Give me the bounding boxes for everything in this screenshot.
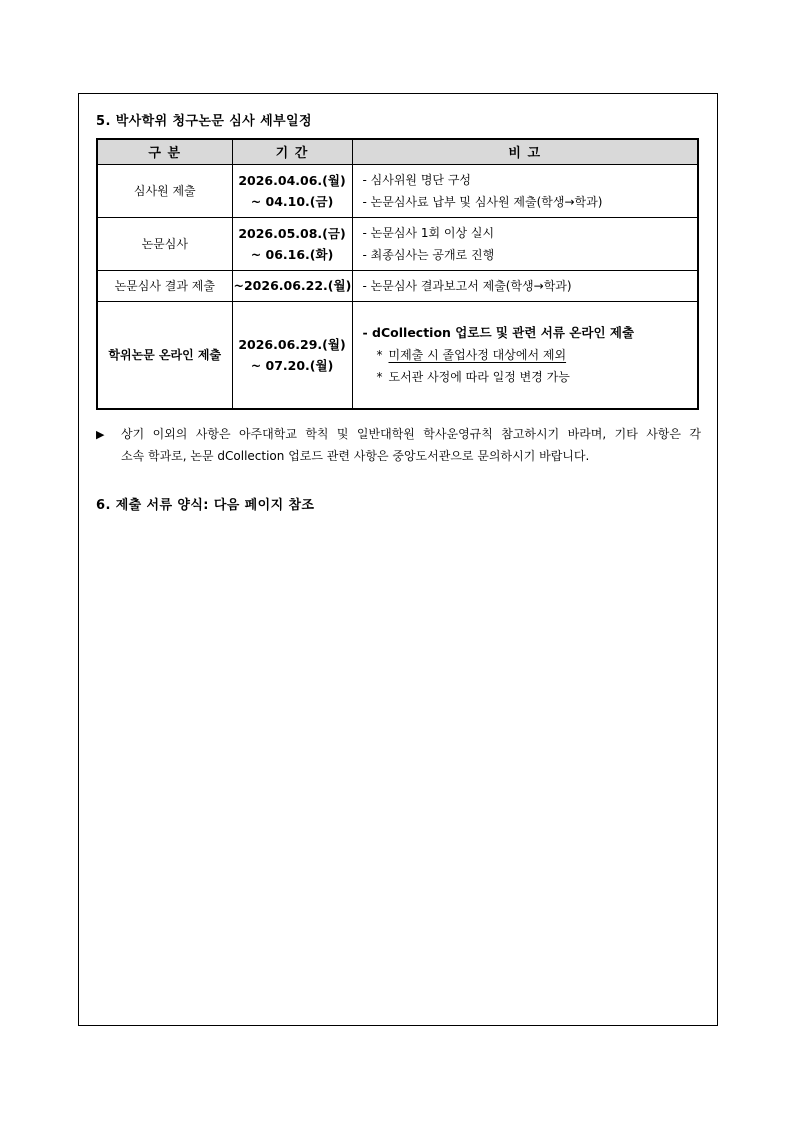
asterisk-marker: * (376, 347, 383, 362)
footnote-text (121, 423, 701, 467)
footnote-line2: 소속 학과로, 논문 dCollection 업로드 관련 사항은 중앙도서관으로 문의하시기 바랍니다. (121, 449, 590, 463)
table-header-row (97, 139, 698, 164)
row2-category: 논문심사 (97, 217, 232, 270)
row2-remarks (352, 217, 698, 270)
table-row (97, 164, 698, 217)
row4-period-line1: 2026.06.29.(월) (238, 336, 346, 352)
row2-period-line1: 2026.05.08.(금) (238, 225, 346, 241)
row1-category: 심사원 제출 (97, 164, 232, 217)
row4-remark-sub (363, 344, 692, 366)
row4-sub1-text: 미제출 시 졸업사정 대상에서 제외 (388, 347, 567, 362)
row1-remark-line: - 논문심사료 납부 및 심사원 제출(학생→학과) (362, 194, 603, 209)
footnote (96, 423, 701, 467)
triangle-bullet-icon: ▶ (96, 428, 105, 441)
row4-remark-main: - dCollection 업로드 및 관련 서류 온라인 제출 (362, 324, 635, 340)
row2-period (232, 217, 352, 270)
row4-remark-sub (363, 366, 692, 388)
row3-period: ~2026.06.22.(월) (232, 270, 352, 301)
row1-period-line2: ~ 04.10.(금) (250, 193, 334, 209)
row2-period-line2: ~ 06.16.(화) (250, 246, 334, 262)
row2-remark-line: - 최종심사는 공개로 진행 (362, 247, 495, 262)
table-row (97, 217, 698, 270)
table-row (97, 301, 698, 409)
header-remarks: 비 고 (352, 139, 698, 164)
row4-remarks (352, 301, 698, 409)
table-row (97, 270, 698, 301)
row4-category: 학위논문 온라인 제출 (97, 301, 232, 409)
row4-period-line2: ~ 07.20.(월) (250, 357, 334, 373)
section5-title: 5. 박사학위 청구논문 심사 세부일정 (96, 114, 312, 129)
row2-remark-line: - 논문심사 1회 이상 실시 (362, 225, 495, 240)
row3-remark-line: - 논문심사 결과보고서 제출(학생→학과) (362, 278, 572, 293)
section6-title: 6. 제출 서류 양식: 다음 페이지 참조 (96, 498, 315, 513)
asterisk-marker: * (376, 369, 383, 384)
row4-sub2-text: 도서관 사정에 따라 일정 변경 가능 (388, 369, 570, 384)
page-content (79, 94, 717, 513)
row1-period-line1: 2026.04.06.(월) (238, 172, 346, 188)
header-category: 구 분 (97, 139, 232, 164)
row1-remarks (352, 164, 698, 217)
row1-period (232, 164, 352, 217)
header-period: 기 간 (232, 139, 352, 164)
row3-remarks (352, 270, 698, 301)
page-frame (78, 93, 718, 1026)
row3-category: 논문심사 결과 제출 (97, 270, 232, 301)
row4-period (232, 301, 352, 409)
schedule-table (96, 138, 699, 410)
row1-remark-line: - 심사위원 명단 구성 (362, 172, 472, 187)
footnote-line1: 상기 이외의 사항은 아주대학교 학칙 및 일반대학원 학사운영규칙 참고하시기 바라며, 기타 사항은 각 (121, 427, 701, 441)
